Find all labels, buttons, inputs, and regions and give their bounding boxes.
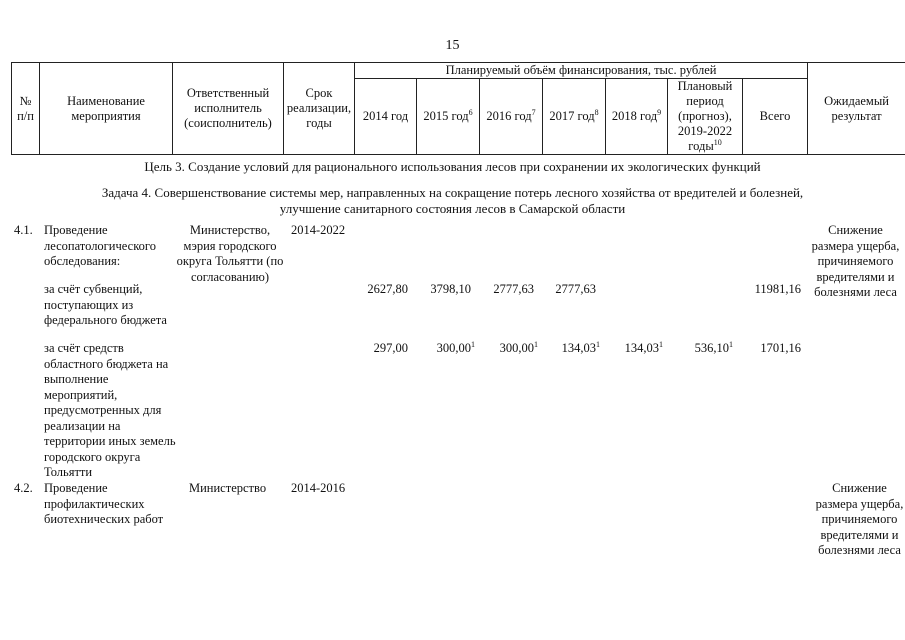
goal-heading: Цель 3. Создание условий для рационального использования лесов при сохранении их экологических функций	[144, 159, 761, 174]
col-total-header: Всего	[743, 79, 808, 155]
col-2014-header: 2014 год	[355, 79, 417, 155]
value-2014: 2627,80	[367, 282, 408, 296]
col-2018-header: 2018 год$^9$	[606, 79, 668, 155]
col-executor-header: Ответственный исполнитель (соисполнитель)	[173, 63, 284, 155]
page-number: 15	[445, 38, 460, 53]
funding-source-label: за счёт субвенций, поступающих из федерального бюджета	[44, 282, 167, 327]
funding-source-label: за счёт средств областного бюджета на выполнение мероприятий, предусмотренных для реализации на территории иных земель городского округа Тольятти	[44, 341, 176, 479]
item-result: Снижение размера ущерба, причиняемого вредителями и болезнями леса	[815, 481, 904, 557]
col-result-header: Ожидаемый результат	[808, 63, 905, 155]
item-term: 2014-2022	[291, 223, 346, 237]
value-total: 11981,16	[754, 282, 801, 296]
value-total: 1701,16	[760, 341, 801, 355]
col-2016-header: 2016 год$^7$	[480, 79, 543, 155]
value-planned: 536,10$^1$	[694, 339, 733, 355]
col-name-header: Наименование мероприятия	[40, 63, 173, 155]
value-2017: 134,03$^1$	[561, 339, 600, 355]
header-table	[11, 62, 905, 155]
item-name: Проведение профилактических биотехнических работ	[44, 481, 164, 526]
item-executor: Министерство, мэрия городского округа Тольятти (по согласованию)	[176, 223, 284, 284]
col-2017-header: 2017 год$^8$	[543, 79, 606, 155]
value-2014: 297,00	[373, 341, 408, 355]
item-executor: Министерство	[189, 481, 267, 495]
item-term: 2014-2016	[291, 481, 346, 495]
col-number-header: № п/п	[12, 63, 40, 155]
item-number: 4.2.	[14, 481, 33, 495]
financing-header: Планируемый объём финансирования, тыс. рублей	[355, 63, 808, 79]
value-2018: 134,03$^1$	[624, 339, 663, 355]
task-heading-line1: Задача 4. Совершенствование системы мер, направленных на сокращение потерь лесного хозяйства от вредителей и болезней,	[101, 185, 804, 200]
col-planned-header: Плановый период (прогноз), 2019-2022 годы$^{10}$	[668, 79, 743, 155]
col-2015-header: 2015 год$^6$	[417, 79, 480, 155]
col-term-header: Срок реализации, годы	[284, 63, 355, 155]
task-heading-line2: улучшение санитарного состояния лесов в Самарской области	[279, 201, 626, 216]
item-number: 4.1.	[14, 223, 33, 237]
value-2016: 300,00$^1$	[499, 339, 538, 355]
value-2015: 3798,10	[430, 282, 471, 296]
item-result: Снижение размера ущерба, причиняемого вредителями и болезнями леса	[811, 223, 900, 299]
value-2016: 2777,63	[493, 282, 534, 296]
value-2015: 300,00$^1$	[436, 339, 475, 355]
item-name: Проведение лесопатологического обследования:	[44, 223, 156, 268]
value-2017: 2777,63	[555, 282, 596, 296]
